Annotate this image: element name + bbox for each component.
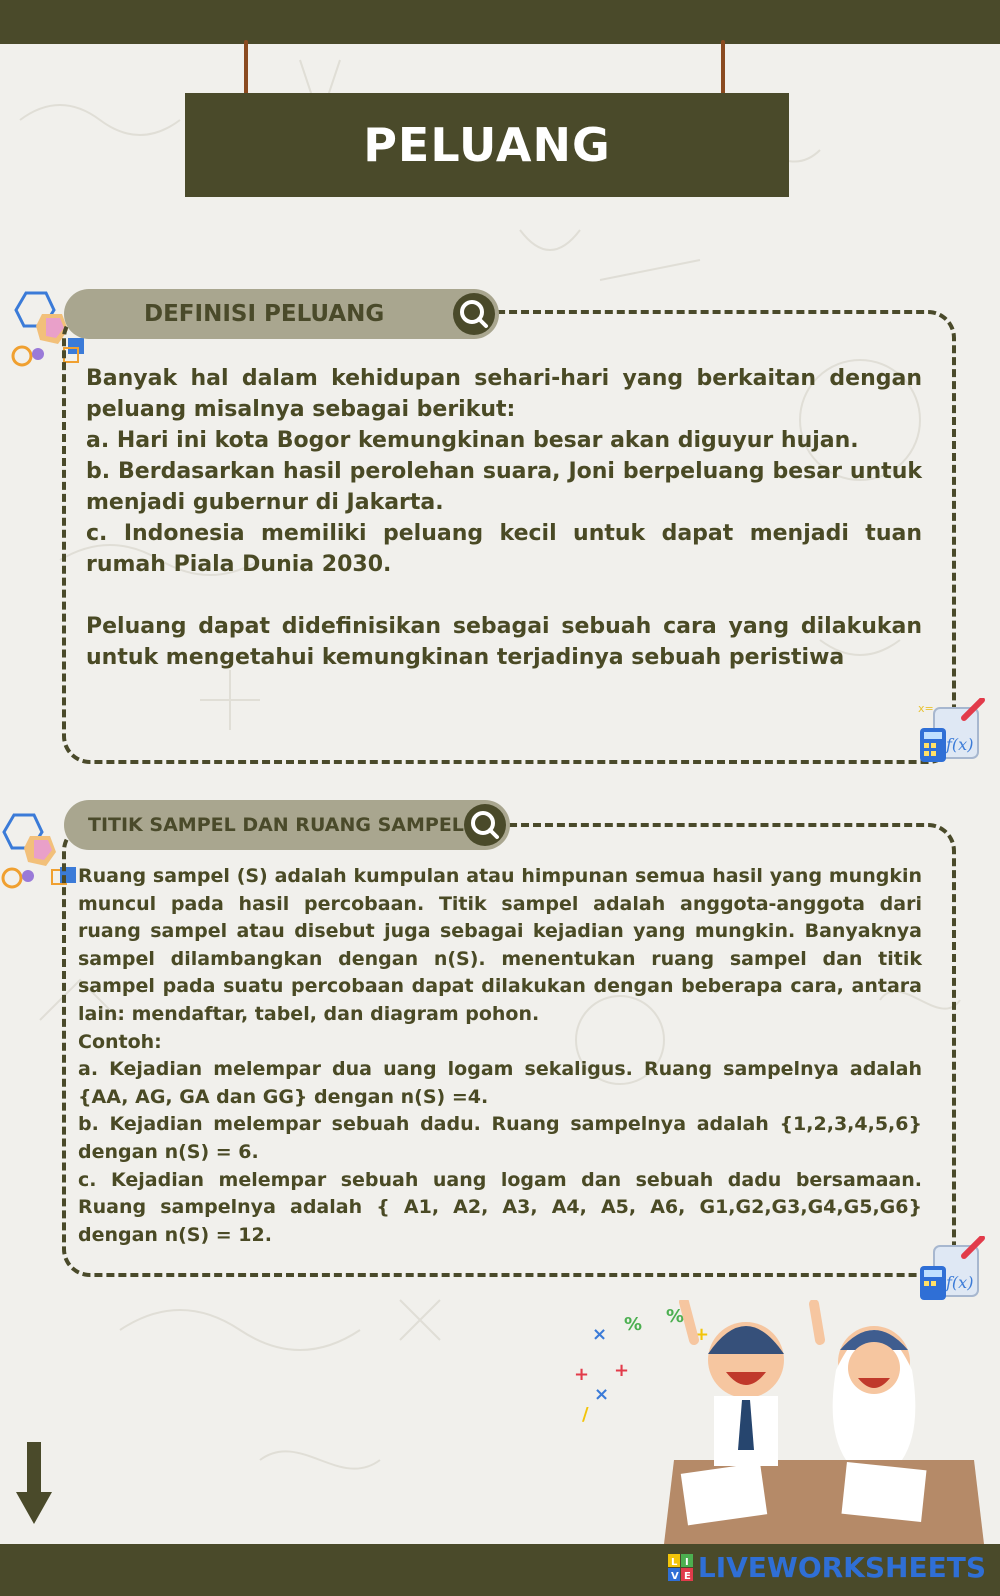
definisi-intro: Banyak hal dalam kehidupan sehari-hari yang berkaitan dengan peluang misalnya sebagai berikut: (86, 366, 922, 422)
paragraph-spacer (86, 580, 922, 611)
definisi-heading: DEFINISI PELUANG (144, 301, 385, 327)
svg-text:I: I (684, 1556, 689, 1568)
calculator-function-icon (916, 698, 988, 770)
definisi-heading-pill (64, 289, 499, 339)
title-board (185, 93, 789, 197)
example-a: a. Kejadian melempar dua uang logam sekaligus. Ruang sampelnya adalah {AA, AG, GA dan GG} dengan n(S) =4. (78, 1058, 922, 1108)
arrow-down-icon[interactable] (14, 1442, 54, 1526)
definisi-item-b: b. Berdasarkan hasil perolehan suara, Joni berpeluang besar untuk menjadi gubernur di Jakarta. (86, 459, 922, 515)
liveworksheets-brand: LIVEWORKSHEETS (697, 1551, 986, 1584)
page-title: PELUANG (363, 118, 611, 172)
search-button-2[interactable] (464, 804, 506, 846)
svg-text:f(x): f(x) (946, 1273, 974, 1292)
example-c: c. Kejadian melempar sebuah uang logam dan sebuah dadu bersamaan. Ruang sampelnya adalah { A1, A2, A3, A4, A5, A6, G1,G2,G3,G4,G5,G6} dengan n(S) = 12. (78, 1168, 922, 1246)
svg-text:x=: x= (918, 702, 934, 715)
svg-text:E: E (683, 1570, 691, 1582)
svg-text:V: V (670, 1570, 679, 1582)
liveworksheets-logo[interactable] (668, 1551, 986, 1584)
svg-text:+: + (694, 1324, 710, 1345)
top-bar (0, 0, 1000, 44)
titik-sampel-heading-pill (64, 800, 510, 850)
definisi-body (86, 363, 922, 673)
definisi-item-c: c. Indonesia memiliki peluang kecil untuk dapat menjadi tuan rumah Piala Dunia 2030. (86, 521, 922, 577)
titik-sampel-intro: Ruang sampel (S) adalah kumpulan atau himpunan semua hasil yang mungkin muncul pada hasil percobaan. Titik sampel adalah anggota-anggota dari ruang sampel atau disebut juga sebagai kejadian yang mungkin. Banyaknya sampel dilambangkan dengan n(S). menentukan ruang sampel dan titik sampel pada suatu percobaan dapat dilakukan dengan beberapa cara, antara lain: mendaftar, tabel, dan diagram pohon. (78, 865, 922, 1025)
definisi-item-a: a. Hari ini kota Bogor kemungkinan besar akan diguyur hujan. (86, 428, 859, 453)
svg-text:%: % (666, 1306, 685, 1327)
svg-text:L: L (670, 1556, 678, 1568)
titik-sampel-heading: TITIK SAMPEL DAN RUANG SAMPEL (88, 814, 464, 836)
svg-text:f(x): f(x) (946, 735, 974, 754)
svg-text:+: + (614, 1360, 630, 1381)
calculator-function-icon-2 (916, 1236, 988, 1308)
svg-text:+: + (574, 1364, 590, 1385)
example-b: b. Kejadian melempar sebuah dadu. Ruang sampelnya adalah {1,2,3,4,5,6} dengan n(S) = 6. (78, 1113, 922, 1163)
search-button[interactable] (453, 293, 495, 335)
students-illustration (574, 1300, 994, 1544)
definisi-definition: Peluang dapat didefinisikan sebagai sebuah cara yang dilakukan untuk mengetahui kemungkinan terjadinya sebuah peristiwa (86, 614, 922, 670)
svg-text:%: % (624, 1314, 643, 1335)
example-label: Contoh: (78, 1030, 162, 1053)
svg-text:/: / (582, 1404, 589, 1425)
svg-text:×: × (594, 1384, 610, 1405)
search-icon (464, 804, 506, 846)
liveworksheets-logo-icon (668, 1554, 694, 1582)
svg-text:×: × (592, 1324, 608, 1345)
search-icon (453, 293, 495, 335)
titik-sampel-body (78, 863, 922, 1249)
